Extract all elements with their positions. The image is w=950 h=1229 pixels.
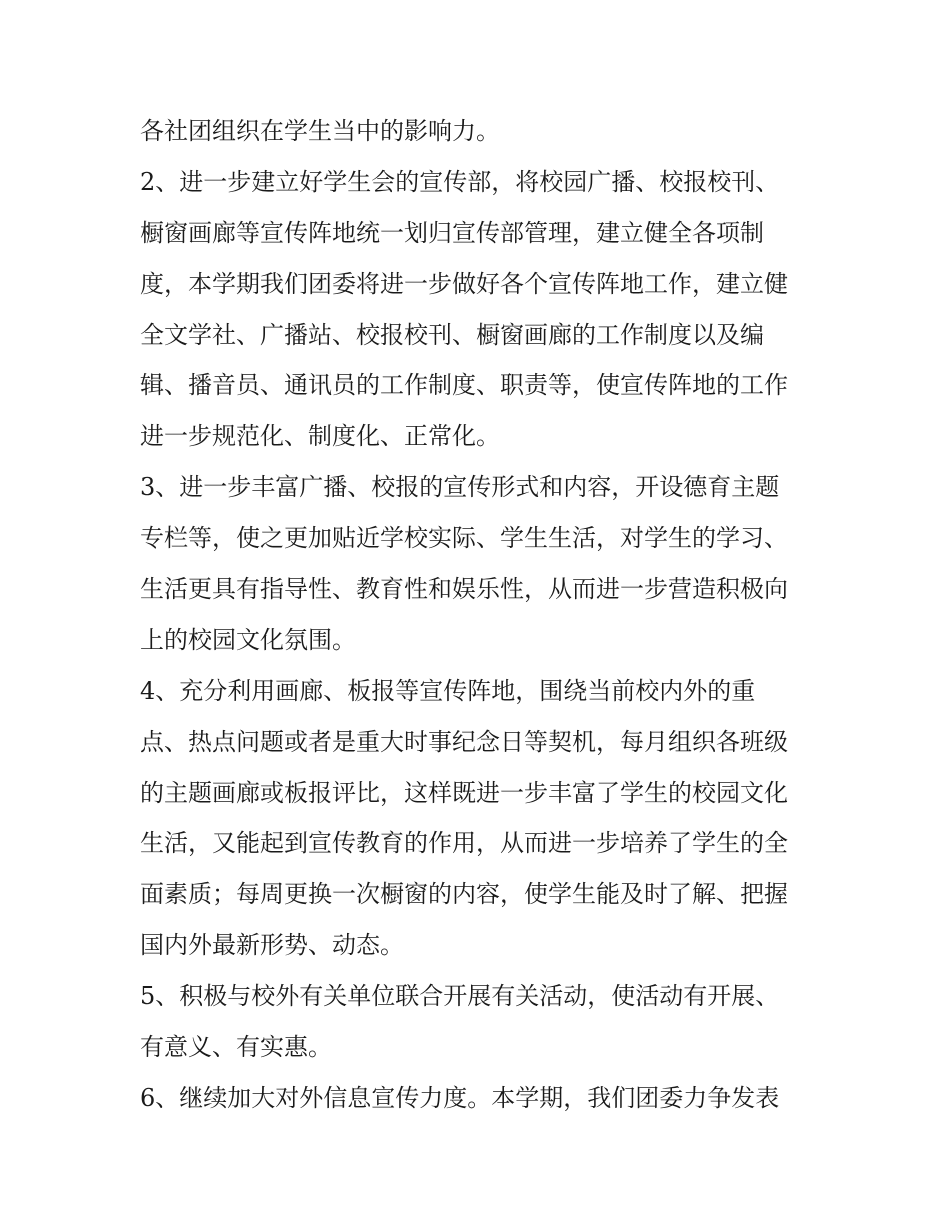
text-line: 2、进一步建立好学生会的宣传部，将校园广播、校报校刊、 [140,167,780,196]
text-line: 各社团组织在学生当中的影响力。 [140,117,500,145]
text-line: 辑、播音员、通讯员的工作制度、职责等，使宣传阵地的工作 [140,371,788,400]
text-line: 有意义、有实惠。 [140,1033,332,1062]
text-line: 5、积极与校外有关单位联合开展有关活动，使活动有开展、 [140,982,780,1011]
text-line: 专栏等，使之更加贴近学校实际、学生生活，对学生的学习、 [140,524,788,553]
text-line: 生活，又能起到宣传教育的作用，从而进一步培养了学生的全 [140,829,788,858]
text-line: 国内外最新形势、动态。 [140,931,404,960]
text-line: 上的校园文化氛围。 [140,625,356,654]
text-line: 橱窗画廊等宣传阵地统一划归宣传部管理，建立健全各项制 [140,218,764,247]
text-line: 的主题画廊或板报评比，这样既进一步丰富了学生的校园文化 [140,778,788,807]
text-line: 4、充分利用画廊、板报等宣传阵地，围绕当前校内外的重 [140,676,756,705]
document-body [140,106,820,1124]
text-line: 度，本学期我们团委将进一步做好各个宣传阵地工作，建立健 [140,269,788,298]
text-line: 全文学社、广播站、校报校刊、橱窗画廊的工作制度以及编 [140,320,764,349]
text-line: 面素质；每周更换一次橱窗的内容，使学生能及时了解、把握 [140,880,788,909]
text-line: 进一步规范化、制度化、正常化。 [140,422,500,451]
text-line: 6、继续加大对外信息宣传力度。本学期，我们团委力争发表 [140,1083,780,1112]
text-line: 点、热点问题或者是重大时事纪念日等契机，每月组织各班级 [140,727,788,756]
text-line: 3、进一步丰富广播、校报的宣传形式和内容，开设德育主题 [140,473,780,502]
text-line: 生活更具有指导性、教育性和娱乐性，从而进一步营造积极向 [140,575,788,604]
